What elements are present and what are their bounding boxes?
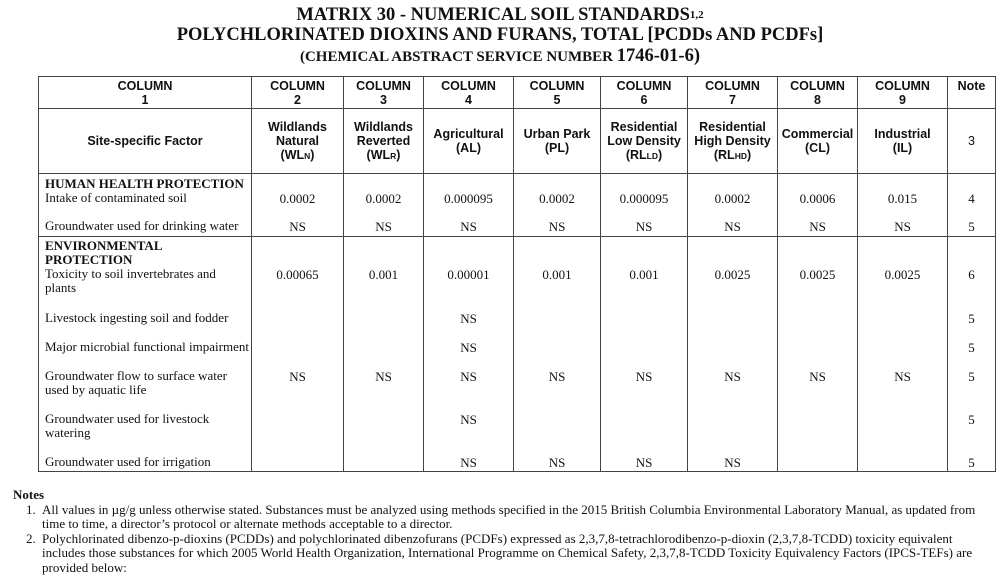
column-header-4: COLUMN 4 — [424, 77, 514, 109]
values-col-5 — [514, 237, 601, 472]
factor-label: Groundwater used for drinking water — [45, 218, 239, 233]
note-ref: 5 — [968, 455, 975, 470]
column-header-6: COLUMN 6 — [601, 77, 688, 109]
value-cell: 0.0006 — [799, 191, 836, 206]
column-header-2: COLUMN 2 — [252, 77, 344, 109]
notes-list — [13, 503, 988, 576]
value-cell: NS — [460, 340, 477, 355]
land-use-residential-high: Residential High Density (RLHD) — [688, 109, 778, 174]
land-use-agricultural: Agricultural (AL) — [424, 109, 514, 174]
factor-label: Groundwater used for irrigation — [45, 454, 211, 469]
document-title — [0, 5, 1000, 26]
value-cell: NS — [460, 369, 477, 384]
notes-section — [13, 488, 988, 575]
value-cell: 0.00065 — [276, 267, 319, 282]
values-col-5 — [514, 174, 601, 237]
column-header-note: Note — [948, 77, 996, 109]
value-cell: NS — [635, 369, 653, 384]
factor-label: Major microbial functional impairment — [45, 339, 249, 354]
factor-label: Livestock ingesting soil and fodder — [45, 310, 229, 325]
value-cell: NS — [548, 219, 566, 234]
values-col-4 — [424, 174, 514, 237]
values-col-2 — [252, 174, 344, 237]
value-cell: NS — [635, 219, 653, 234]
notes-heading: Notes — [13, 487, 45, 502]
value-cell: 0.0025 — [714, 267, 751, 282]
value-cell: NS — [289, 219, 306, 234]
note-ref: 5 — [968, 311, 975, 326]
value-cell: NS — [460, 412, 477, 427]
section-heading: HUMAN HEALTH PROTECTION — [45, 176, 244, 191]
value-cell: NS — [289, 369, 306, 384]
values-col-2 — [252, 237, 344, 472]
land-use-row — [39, 109, 996, 174]
soil-standards-table — [38, 76, 996, 472]
cas-close: ) — [693, 46, 700, 66]
column-number-row — [39, 77, 996, 109]
value-cell: NS — [635, 455, 653, 470]
note-1: 1. All values in µg/g unless otherwise stated. Substances must be analyzed using methods specified in the 2015 British Columbia Environmental Laboratory Manual, as updated from time to time, a director’s protocol or alternate methods acceptable to a director. — [39, 503, 988, 532]
land-use-wildlands-reverted: Wildlands Reverted (WLR) — [344, 109, 424, 174]
factor-label: Intake of contaminated soil — [45, 190, 187, 205]
value-cell: 0.001 — [368, 267, 399, 282]
note-ref: 5 — [968, 219, 975, 234]
value-cell: 0.00001 — [447, 267, 490, 282]
value-cell: 0.000095 — [444, 191, 493, 206]
value-cell: 0.015 — [887, 191, 918, 206]
value-cell: NS — [724, 369, 741, 384]
value-cell: NS — [460, 311, 477, 326]
factor-label: Groundwater flow to surface water used by aquatic life — [45, 368, 227, 397]
value-cell: 0.001 — [542, 267, 572, 282]
cas-number-line — [0, 46, 1000, 67]
value-cell: NS — [460, 455, 477, 470]
value-cell: 0.0002 — [539, 191, 575, 206]
values-col-3 — [344, 174, 424, 237]
value-cell: NS — [375, 219, 392, 234]
note-ref: 6 — [968, 267, 975, 282]
notes-col — [948, 174, 996, 237]
values-col-7 — [688, 174, 778, 237]
values-col-3 — [344, 237, 424, 472]
values-col-8 — [778, 237, 858, 472]
value-cell: 0.0002 — [279, 191, 316, 206]
note-ref: 5 — [968, 340, 975, 355]
value-cell: 0.0025 — [799, 267, 836, 282]
column-header-8: COLUMN 8 — [778, 77, 858, 109]
land-use-urban-park: Urban Park (PL) — [514, 109, 601, 174]
notes-col — [948, 237, 996, 472]
column-header-3: COLUMN 3 — [344, 77, 424, 109]
note-2: 2. Polychlorinated dibenzo-p-dioxins (PCDDs) and polychlorinated dibenzofurans (PCDFs) expressed as 2,3,7,8-tetrachlorodibenzo-p-dioxin (2,3,7,8-TCDD) toxicity equivalent includes those substances for which 2005 World Health Organization, International Programme on Chemical Safety, 2,3,7,8-TCDD Toxicity Equivalency Factors (IPCS-TEFs) are provided below: — [39, 532, 988, 576]
values-col-9 — [858, 237, 948, 472]
column-header-9: COLUMN 9 — [858, 77, 948, 109]
title-superscript: 1,2 — [689, 9, 704, 21]
land-use-wildlands-natural: Wildlands Natural (WLN) — [252, 109, 344, 174]
site-specific-factor-header: Site-specific Factor — [39, 109, 252, 174]
value-cell: NS — [548, 455, 566, 470]
value-cell: NS — [724, 455, 741, 470]
value-cell: 0.0002 — [365, 191, 402, 206]
title-line-1: MATRIX 30 - NUMERICAL SOIL STANDARDS — [296, 5, 690, 25]
note-ref: 4 — [968, 191, 975, 206]
note-ref: 5 — [968, 412, 975, 427]
value-cell: NS — [724, 219, 741, 234]
value-cell: NS — [809, 219, 826, 234]
value-cell: 0.0025 — [884, 267, 921, 282]
document-subtitle: POLYCHLORINATED DIOXINS AND FURANS, TOTAL [PCDDs AND PCDFs] — [176, 25, 824, 45]
value-cell: NS — [809, 369, 826, 384]
value-cell: NS — [375, 369, 392, 384]
value-cell: 0.000095 — [619, 191, 669, 206]
value-cell: 0.0002 — [714, 191, 751, 206]
section-heading: ENVIRONMENTAL PROTECTION — [45, 238, 163, 267]
section-human-health — [39, 174, 996, 237]
environmental-factors — [39, 237, 252, 472]
human-health-factors — [39, 174, 252, 237]
value-cell: NS — [460, 219, 477, 234]
note-ref: 5 — [968, 369, 975, 384]
column-header-1: COLUMN 1 — [39, 77, 252, 109]
factor-label: Groundwater used for livestock watering — [45, 411, 210, 440]
cas-label: (CHEMICAL ABSTRACT SERVICE NUMBER — [299, 49, 617, 65]
values-col-4 — [424, 237, 514, 472]
values-col-8 — [778, 174, 858, 237]
values-col-9 — [858, 174, 948, 237]
value-cell: NS — [894, 219, 911, 234]
values-col-6 — [601, 174, 688, 237]
cas-number: 1746-01-6 — [616, 46, 694, 66]
land-use-residential-low: Residential Low Density (RLLD) — [601, 109, 688, 174]
value-cell: NS — [894, 369, 911, 384]
land-use-industrial: Industrial (IL) — [858, 109, 948, 174]
value-cell: 0.001 — [629, 267, 659, 282]
land-use-commercial: Commercial (CL) — [778, 109, 858, 174]
column-header-5: COLUMN 5 — [514, 77, 601, 109]
land-use-note: 3 — [948, 109, 996, 174]
factor-label: Toxicity to soil invertebrates and plants — [45, 266, 216, 295]
section-environmental — [39, 237, 996, 472]
values-col-6 — [601, 237, 688, 472]
column-header-7: COLUMN 7 — [688, 77, 778, 109]
values-col-7 — [688, 237, 778, 472]
value-cell: NS — [548, 369, 566, 384]
